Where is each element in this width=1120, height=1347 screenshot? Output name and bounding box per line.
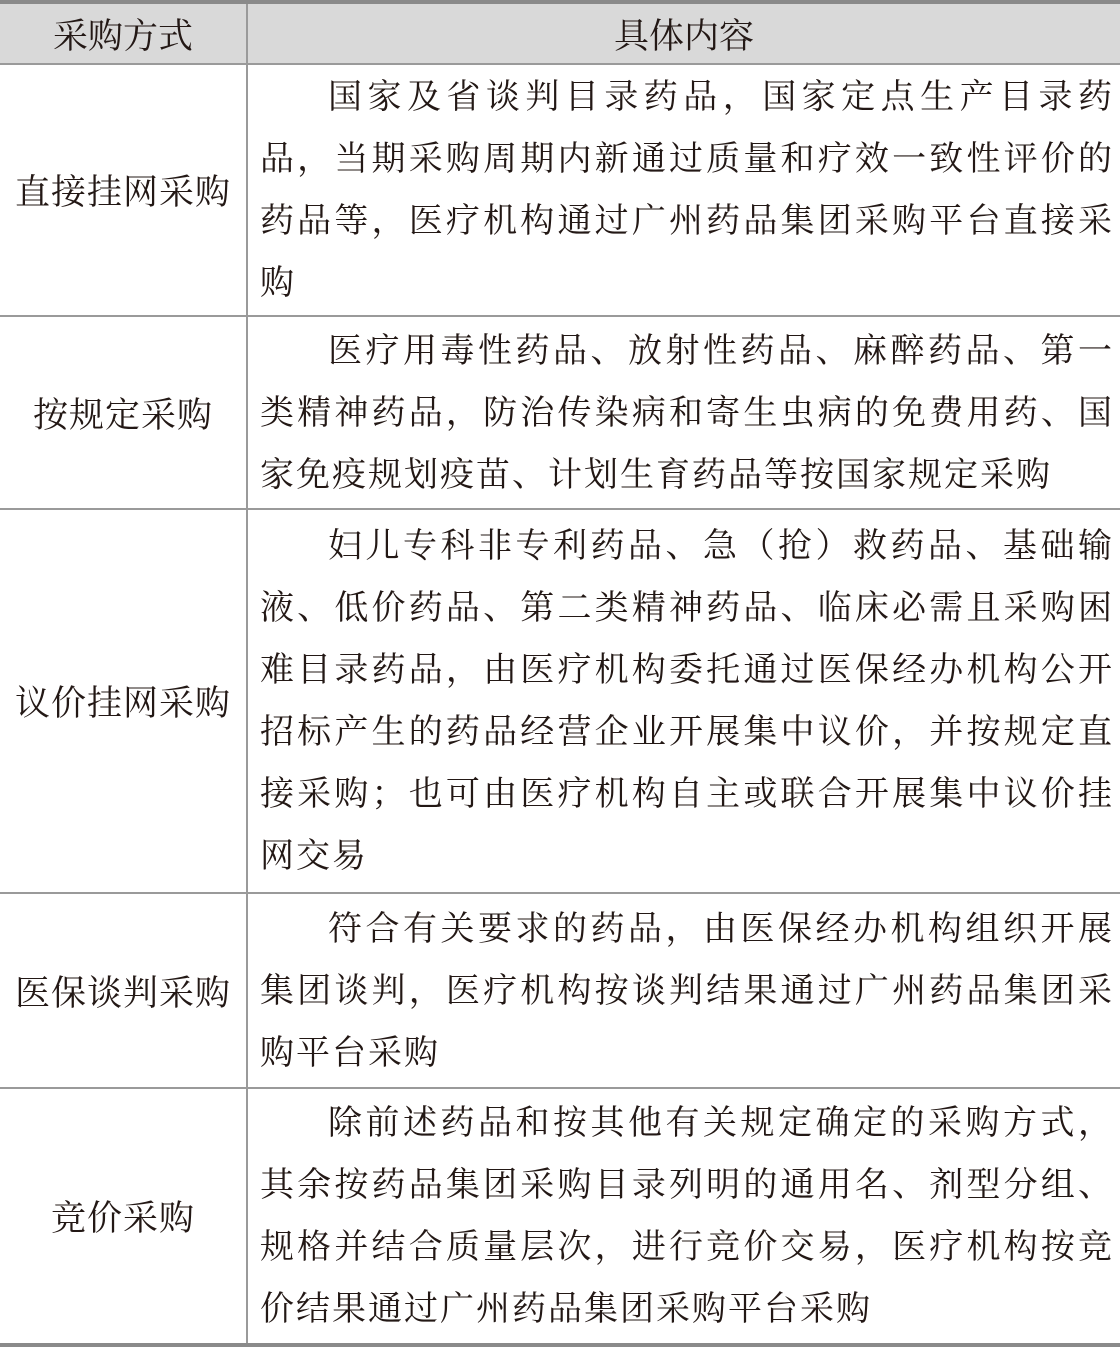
method-cell: 议价挂网采购 [0,509,247,893]
table-row [0,316,1120,509]
table-row [0,1088,1120,1345]
table-row [0,509,1120,893]
method-cell: 竞价采购 [0,1088,247,1345]
content-cell: 医疗用毒性药品、放射性药品、麻醉药品、第一类精神药品，防治传染病和寄生虫病的免费用药、国家免疫规划疫苗、计划生育药品等按国家规定采购 [247,316,1120,509]
method-cell: 按规定采购 [0,316,247,509]
header-row [0,2,1120,64]
table-header [0,2,1120,64]
content-cell: 符合有关要求的药品，由医保经办机构组织开展集团谈判，医疗机构按谈判结果通过广州药品集团采购平台采购 [247,893,1120,1088]
header-method: 采购方式 [0,2,247,64]
method-cell: 直接挂网采购 [0,64,247,316]
table-row [0,64,1120,316]
table-body [0,64,1120,1345]
table-row [0,893,1120,1088]
content-cell: 妇儿专科非专利药品、急（抢）救药品、基础输液、低价药品、第二类精神药品、临床必需且采购困难目录药品，由医疗机构委托通过医保经办机构公开招标产生的药品经营企业开展集中议价，并按规定直接采购；也可由医疗机构自主或联合开展集中议价挂网交易 [247,509,1120,893]
method-cell: 医保谈判采购 [0,893,247,1088]
content-cell: 国家及省谈判目录药品，国家定点生产目录药品，当期采购周期内新通过质量和疗效一致性评价的药品等，医疗机构通过广州药品集团采购平台直接采购 [247,64,1120,316]
header-content: 具体内容 [247,2,1120,64]
content-cell: 除前述药品和按其他有关规定确定的采购方式，其余按药品集团采购目录列明的通用名、剂型分组、规格并结合质量层次，进行竞价交易，医疗机构按竞价结果通过广州药品集团采购平台采购 [260,1103,1114,1329]
